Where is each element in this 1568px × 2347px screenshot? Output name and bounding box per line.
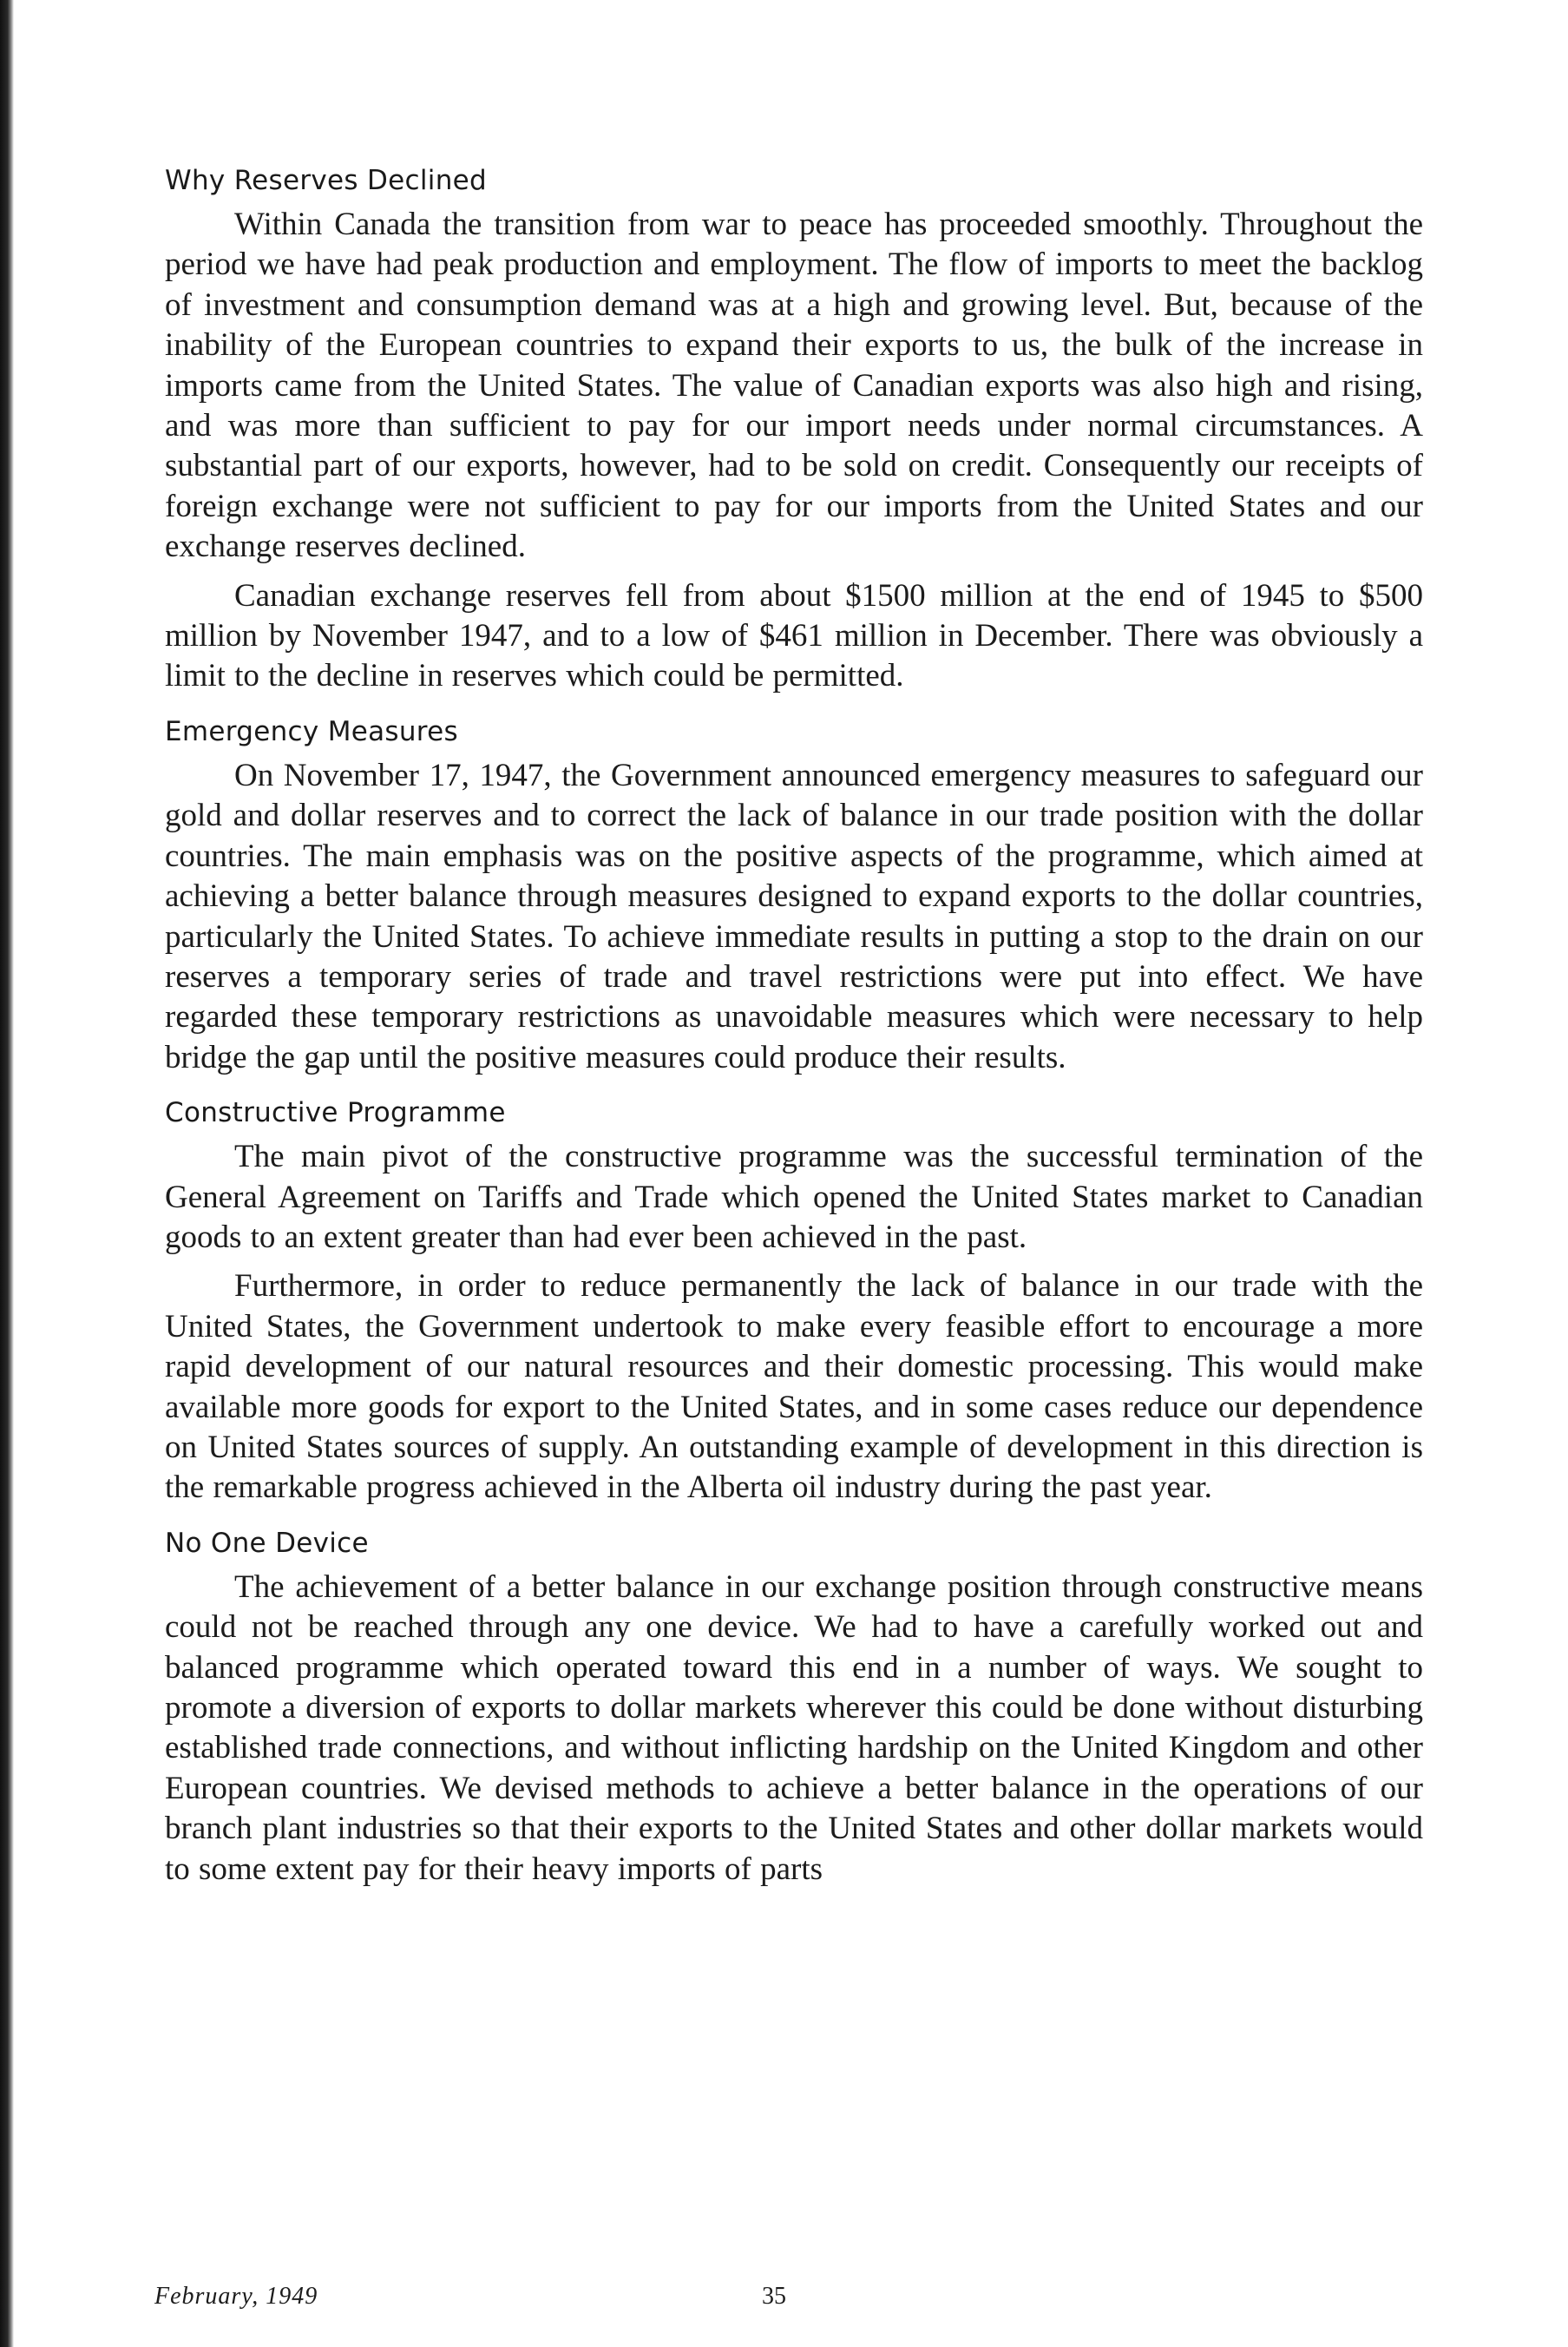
section-constructive-programme (165, 1097, 1423, 1509)
footer-date: February, 1949 (154, 2283, 318, 2310)
section-heading: No One Device (165, 1527, 369, 1559)
document-page (165, 165, 1423, 1909)
paragraph: On November 17, 1947, the Government announced emergency measures to safeguard our gold and dollar reserves and to correct the lack of balance in our trade position with the dollar countries. The main emphasis was on the positive aspects of the programme, which aimed at achieving a better balance through measures designed to expand exports to the dollar countries, particularly the United States. To achieve immediate results in putting a stop to the drain on our reserves a temporary series of trade and travel restrictions were put into effect. We have regarded these temporary restrictions as unavoidable measures which were necessary to help bridge the gap until the positive measures could produce their results. (165, 757, 1423, 1075)
page-number: 35 (762, 2283, 786, 2310)
paragraph: The main pivot of the constructive programme was the successful termination of the General Agreement on Tariffs and Trade which opened the United States market to Canadian goods to an extent greater than had ever been achieved in the past. (165, 1139, 1423, 1255)
section-no-one-device (165, 1528, 1423, 1890)
binding-edge (0, 0, 14, 2347)
paragraph: Furthermore, in order to reduce permanently the lack of balance in our trade with the United States, the Government undertook to make every feasible effort to encourage a more rapid development of our natural resources and their domestic processing. This would make available more goods for export to the United States, and in some cases reduce our dependence on United States sources of supply. An outstanding example of development in this direction is the remarkable progress achieved in the Alberta oil industry during the past year. (165, 1268, 1423, 1506)
section-heading: Emergency Measures (165, 715, 458, 747)
section-emergency-measures (165, 716, 1423, 1078)
paragraph: Within Canada the transition from war to peace has proceeded smoothly. Throughout the period we have had peak production and employment. The flow of imports to meet the backlog of investment and consumption demand was at a high and growing level. But, because of the inability of the European countries to expand their exports to us, the bulk of the increase in imports came from the United States. The value of Canadian exports was also high and rising, and was more than sufficient to pay for our import needs under normal circumstances. A substantial part of our exports, however, had to be sold on credit. Consequently our receipts of foreign exchange were not sufficient to pay for our imports from the United States and our exchange reserves declined. (165, 207, 1423, 565)
section-heading: Why Reserves Declined (165, 165, 488, 196)
paragraph: Canadian exchange reserves fell from about $1500 million at the end of 1945 to $500 million by November 1947, and to a low of $461 million in December. There was obviously a limit to the decline in reserves which could be permitted. (165, 577, 1423, 694)
section-why-reserves-declined (165, 165, 1423, 697)
paragraph: The achievement of a better balance in our exchange position through constructive means could not be reached through any one device. We had to have a carefully worked out and balanced programme which operated toward this end in a number of ways. We sought to promote a diversion of exports to dollar markets wherever this could be done without disturbing established trade connections, and without inflicting hardship on the United Kingdom and other European countries. We devised methods to achieve a better balance in the operations of our branch plant industries so that their exports to the United States and other dollar markets would to some extent pay for their heavy imports of parts (165, 1568, 1423, 1887)
section-heading: Constructive Programme (165, 1097, 506, 1129)
